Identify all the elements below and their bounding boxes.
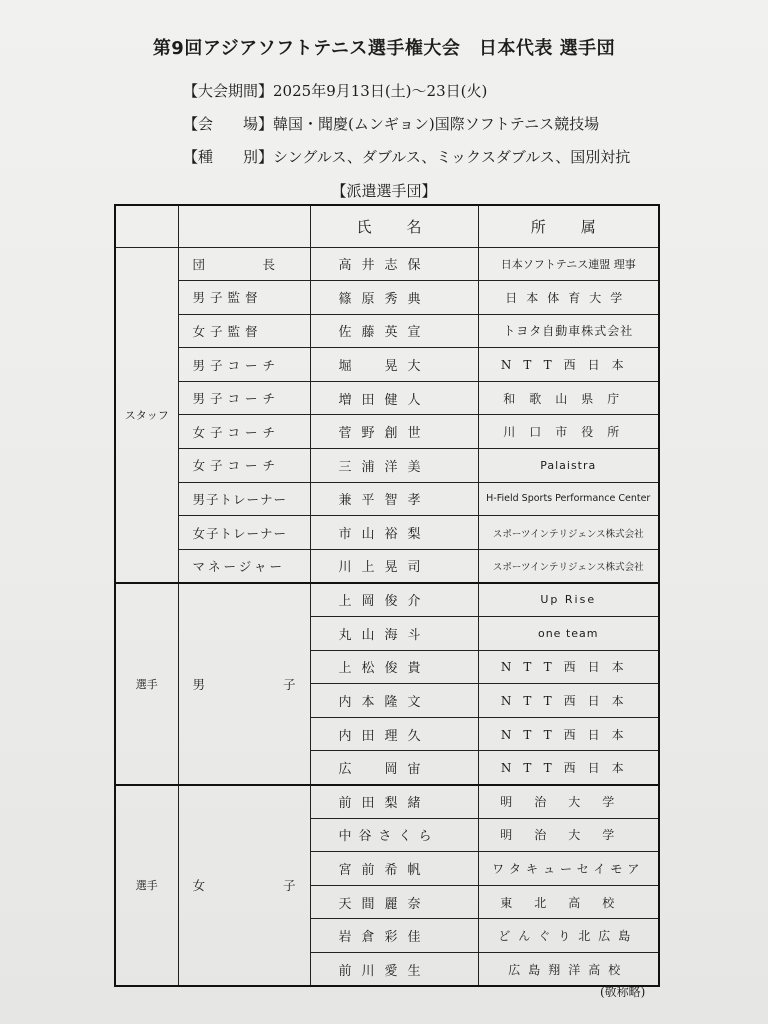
info-venue	[183, 113, 599, 134]
group-players-men: 選手	[115, 583, 178, 785]
affiliation-cell: スポーツインテリジェンス株式会社	[478, 516, 659, 550]
info-period-value: 2025年9月13日(土)～23日(火)	[273, 82, 488, 100]
category-women-left: 女	[192, 878, 206, 894]
info-events	[183, 146, 630, 167]
affiliation-cell: NTT西日本	[478, 717, 659, 751]
role-cell: 男子コーチ	[178, 348, 310, 382]
table-row	[115, 482, 659, 516]
header-name: 氏 名	[310, 205, 478, 247]
name-cell: 上松俊貴	[310, 650, 478, 684]
table-row	[115, 348, 659, 382]
category-men-left: 男	[192, 676, 206, 692]
table-row	[115, 314, 659, 348]
table-row	[115, 281, 659, 315]
affiliation-cell: 川口市役所	[478, 415, 659, 449]
table-row	[115, 449, 659, 483]
name-cell: 三浦洋美	[310, 449, 478, 483]
name-cell: 中谷さくら	[310, 818, 478, 852]
info-events-label: 【種 別】	[183, 148, 274, 166]
table-row	[115, 516, 659, 550]
header-role	[178, 205, 310, 247]
category-women	[178, 785, 310, 987]
table-row	[115, 415, 659, 449]
info-venue-label: 【会 場】	[183, 115, 274, 133]
table-row	[115, 785, 659, 819]
role-cell: 女子監督	[178, 314, 310, 348]
affiliation-cell: NTT西日本	[478, 684, 659, 718]
name-cell: 川上晃司	[310, 549, 478, 583]
affiliation-cell: one team	[478, 617, 659, 651]
table-row	[115, 381, 659, 415]
role-cell: 団 長	[178, 247, 310, 281]
document-title: 第9回アジアソフトテニス選手権大会 日本代表 選手団	[152, 38, 616, 59]
affiliation-cell: スポーツインテリジェンス株式会社	[478, 549, 659, 583]
name-cell: 篠原秀典	[310, 281, 478, 315]
role-cell: 男子コーチ	[178, 381, 310, 415]
affiliation-cell: NTT西日本	[478, 650, 659, 684]
role-cell: 男子トレーナー	[178, 482, 310, 516]
affiliation-cell: NTT西日本	[478, 348, 659, 382]
affiliation-cell: 日本体育大学	[478, 281, 659, 315]
affiliation-cell: 東北高校	[478, 885, 659, 919]
affiliation-cell: H-Field Sports Performance Center	[478, 482, 659, 516]
name-cell: 丸山海斗	[310, 617, 478, 651]
info-events-value: シングルス、ダブルス、ミックスダブルス、国別対抗	[273, 148, 631, 166]
role-cell: 女子コーチ	[178, 449, 310, 483]
header-affiliation: 所 属	[478, 205, 659, 247]
table-row	[115, 247, 659, 281]
affiliation-cell: どんぐり北広島	[478, 919, 659, 953]
affiliation-cell: NTT西日本	[478, 751, 659, 785]
name-cell: 佐藤英宣	[310, 314, 478, 348]
affiliation-cell: 明治大学	[478, 785, 659, 819]
affiliation-cell: 明治大学	[478, 818, 659, 852]
group-staff: スタッフ	[115, 247, 178, 583]
role-cell: 女子コーチ	[178, 415, 310, 449]
name-cell: 兼平智孝	[310, 482, 478, 516]
affiliation-cell: Up Rise	[478, 583, 659, 617]
name-cell: 増田健人	[310, 381, 478, 415]
name-cell: 堀 晃大	[310, 348, 478, 382]
table-row	[115, 583, 659, 617]
delegation-table	[114, 204, 660, 987]
name-cell: 上岡俊介	[310, 583, 478, 617]
affiliation-cell: Palaistra	[478, 449, 659, 483]
name-cell: 前田梨緒	[310, 785, 478, 819]
info-venue-value: 韓国・聞慶(ムンギョン)国際ソフトテニス競技場	[273, 115, 600, 133]
name-cell: 菅野創世	[310, 415, 478, 449]
footnote: (敬称略)	[600, 985, 646, 999]
delegation-heading: 【派遣選手団】	[331, 182, 437, 200]
role-cell: マネージャー	[178, 549, 310, 583]
affiliation-cell: トヨタ自動車株式会社	[478, 314, 659, 348]
info-period	[183, 80, 487, 101]
name-cell: 市山裕梨	[310, 516, 478, 550]
name-cell: 前川愛生	[310, 952, 478, 986]
category-men-right: 子	[282, 676, 296, 692]
header-group	[115, 205, 178, 247]
affiliation-cell: ワタキューセイモア	[478, 852, 659, 886]
name-cell: 内田理久	[310, 717, 478, 751]
category-men	[178, 583, 310, 785]
name-cell: 宮前希帆	[310, 852, 478, 886]
table-header-row	[115, 205, 659, 247]
table-row	[115, 549, 659, 583]
role-cell: 女子トレーナー	[178, 516, 310, 550]
affiliation-cell: 広島翔洋高校	[478, 952, 659, 986]
name-cell: 高井志保	[310, 247, 478, 281]
affiliation-cell: 日本ソフトテニス連盟 理事	[478, 247, 659, 281]
name-cell: 岩倉彩佳	[310, 919, 478, 953]
affiliation-cell: 和歌山県庁	[478, 381, 659, 415]
name-cell: 内本隆文	[310, 684, 478, 718]
category-women-right: 子	[282, 878, 296, 894]
role-cell: 男子監督	[178, 281, 310, 315]
name-cell: 天間麗奈	[310, 885, 478, 919]
info-period-label: 【大会期間】	[183, 82, 274, 100]
name-cell: 広 岡宙	[310, 751, 478, 785]
group-players-women: 選手	[115, 785, 178, 987]
